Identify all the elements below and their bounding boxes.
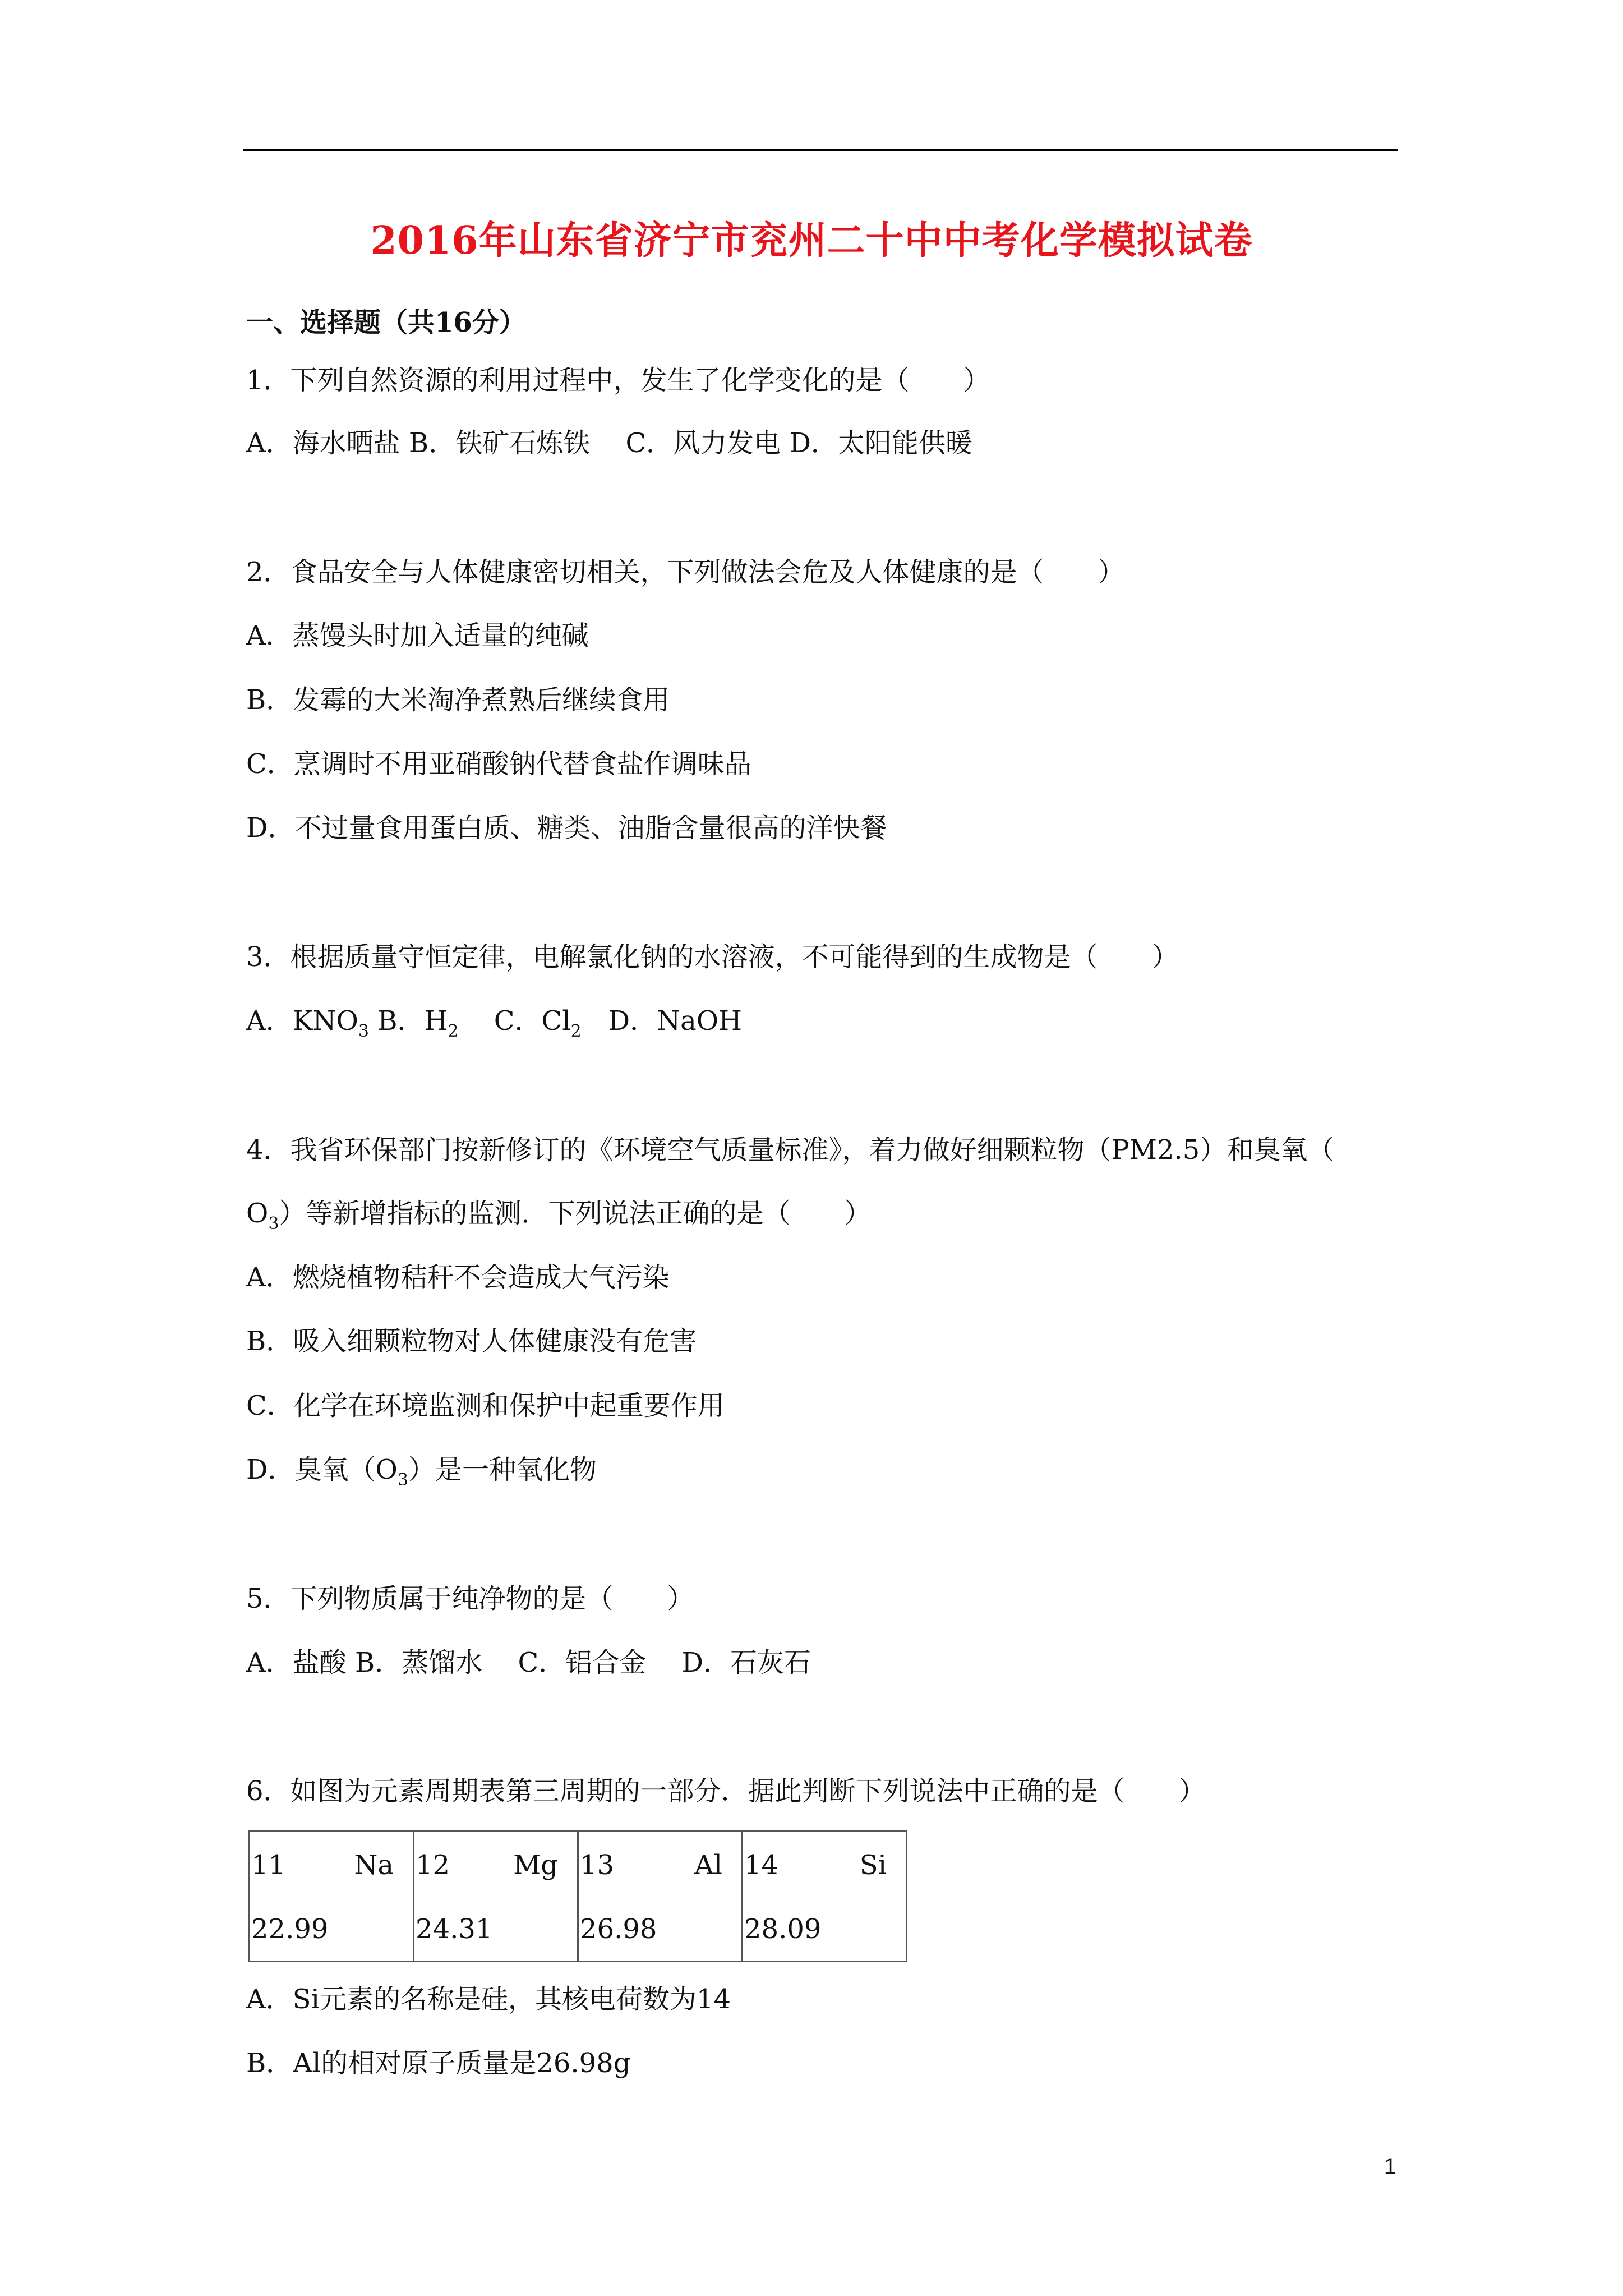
question-6-option-a: A．Si元素的名称是硅，其核电荷数为14 [246, 1984, 731, 2015]
question-4-option-b: B．吸入细颗粒物对人体健康没有危害 [246, 1326, 697, 1357]
atomic-number: 11 [251, 1849, 286, 1881]
question-4-option-a: A．燃烧植物秸秆不会造成大气污染 [246, 1262, 670, 1293]
question-4-option-c: C．化学在环境监测和保护中起重要作用 [246, 1390, 725, 1421]
element-symbol: Na [354, 1849, 394, 1881]
element-symbol: Al [694, 1849, 722, 1881]
atomic-number: 14 [744, 1849, 779, 1881]
question-2-option-c: C．烹调时不用亚硝酸钠代替食盐作调味品 [246, 748, 751, 780]
element-symbol: Si [859, 1849, 887, 1881]
question-6-stem: 6．如图为元素周期表第三周期的一部分．据此判断下列说法中正确的是（ ） [246, 1775, 1206, 1807]
page-number: 1 [1384, 2154, 1396, 2179]
exam-title: 2016年山东省济宁市兖州二十中中考化学模拟试卷 [370, 218, 1253, 263]
header-rule [243, 149, 1398, 151]
question-5-options: A．盐酸 B．蒸馏水 C．铝合金 D．石灰石 [246, 1647, 811, 1678]
element-symbol: Mg [513, 1849, 558, 1881]
question-2-stem: 2．食品安全与人体健康密切相关，下列做法会危及人体健康的是（ ） [246, 556, 1125, 588]
element-cell-mg [414, 1831, 578, 1962]
element-cell-na [250, 1831, 414, 1962]
question-1-stem: 1．下列自然资源的利用过程中，发生了化学变化的是（ ） [246, 365, 990, 396]
question-2-option-b: B．发霉的大米淘净煮熟后继续食用 [246, 684, 670, 716]
question-3-options: A．$KNO_3$ B．$H_2$ C．$Cl_2$ D．NaOH [246, 1005, 742, 1041]
element-cell-si [743, 1831, 907, 1962]
question-4-stem-line-2: $O_3$）等新增指标的监测．下列说法正确的是（ ） [246, 1198, 872, 1234]
atomic-mass: 24.31 [416, 1913, 493, 1945]
question-1-options: A．海水晒盐 B．铁矿石炼铁 C．风力发电 D．太阳能供暖 [246, 427, 972, 459]
atomic-number: 13 [580, 1849, 615, 1881]
question-3-stem: 3．根据质量守恒定律，电解氯化钠的水溶液，不可能得到的生成物是（ ） [246, 941, 1179, 973]
question-4-stem-line-1: 4．我省环保部门按新修订的《环境空气质量标准》，着力做好细颗粒物（PM2.5）和臭氧（ [246, 1134, 1335, 1166]
question-2-option-d: D．不过量食用蛋白质、糖类、油脂含量很高的洋快餐 [246, 812, 887, 844]
section-heading: 一、选择题（共16分） [246, 307, 526, 338]
atomic-mass: 28.09 [744, 1913, 822, 1945]
atomic-number: 12 [416, 1849, 450, 1881]
question-6-option-b: B．Al的相对原子质量是26.98g [246, 2047, 631, 2079]
question-2-option-a: A．蒸馒头时加入适量的纯碱 [246, 620, 589, 651]
atomic-mass: 22.99 [251, 1913, 329, 1945]
element-cell-al [578, 1831, 743, 1962]
atomic-mass: 26.98 [580, 1913, 657, 1945]
question-4-option-d: D．臭氧$(O_3)$是一种氧化物 [246, 1454, 597, 1490]
periodic-table-fragment [248, 1830, 907, 1962]
question-5-stem: 5．下列物质属于纯净物的是（ ） [246, 1583, 694, 1614]
